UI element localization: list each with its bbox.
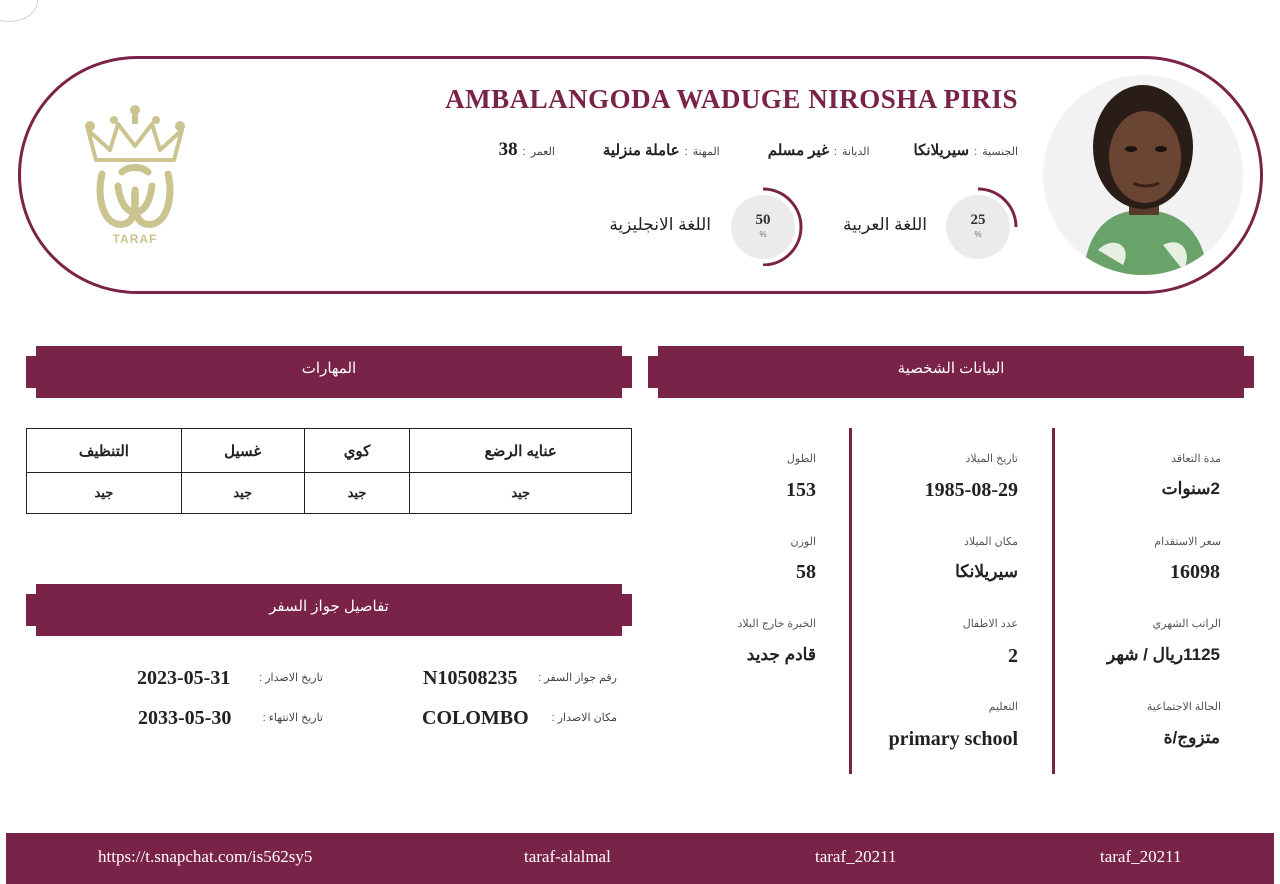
- crown-logo-icon: [82, 102, 188, 232]
- column-divider: [1052, 428, 1055, 774]
- experience-abroad-label: الخبرة خارج البلاد: [737, 618, 816, 630]
- marital-status-value: متزوج/ة: [1163, 728, 1220, 747]
- education-label: التعليم: [988, 701, 1018, 713]
- skills-table: [26, 428, 632, 514]
- passport-title: تفاصيل جواز السفر: [269, 598, 389, 615]
- skill-header: كوي: [304, 429, 410, 473]
- skill-rating: جيد: [410, 473, 632, 514]
- passport-number-label: رقم جواز السفر :: [538, 672, 617, 684]
- education-value: primary school: [888, 728, 1018, 750]
- issue-place-value: COLOMBO: [422, 707, 529, 729]
- age-field: [499, 139, 555, 161]
- separator: :: [684, 146, 688, 158]
- occupation-label: المهنة: [692, 146, 720, 158]
- english-level-gauge: [731, 186, 805, 260]
- english-level-unit: %: [759, 230, 767, 239]
- personal-data-banner: [648, 346, 1254, 398]
- column-divider: [849, 428, 852, 774]
- table-row: [27, 429, 632, 473]
- height-label: الطول: [786, 453, 816, 465]
- contract-duration-value: 2سنوات: [1161, 479, 1220, 498]
- footer-handle[interactable]: taraf-alalmal: [524, 847, 611, 866]
- occupation-field: [603, 141, 720, 159]
- separator: :: [522, 146, 526, 158]
- age-value: 38: [498, 139, 518, 160]
- worker-photo: [1043, 75, 1243, 275]
- taraf-logo: [82, 102, 188, 248]
- recruitment-price-label: سعر الاستقدام: [1154, 536, 1221, 548]
- person-photo-icon: [1043, 75, 1243, 275]
- issue-date-label: تاريخ الاصدار :: [259, 672, 323, 684]
- english-level-value: 50: [755, 212, 771, 228]
- weight-label: الوزن: [790, 536, 816, 548]
- birth-place-value: سيريلانكا: [955, 562, 1018, 581]
- arabic-level-value: 25: [970, 212, 986, 228]
- arabic-level-unit: %: [974, 230, 982, 239]
- skill-rating: جيد: [304, 473, 410, 514]
- worker-name: AMBALANGODA WADUGE NIROSHA PIRIS: [445, 84, 1018, 114]
- contract-duration-label: مدة التعاقد: [1171, 453, 1221, 465]
- birth-date-value: 1985-08-29: [924, 479, 1018, 501]
- footer-handle[interactable]: taraf_20211: [815, 847, 897, 866]
- skill-rating: جيد: [181, 473, 304, 514]
- religion-value: غير مسلم: [767, 142, 829, 159]
- recruitment-price-value: 16098: [1170, 561, 1220, 583]
- issue-date-value: 2023-05-31: [137, 667, 231, 689]
- skill-header: التنظيف: [27, 429, 182, 473]
- occupation-value: عاملة منزلية: [602, 142, 680, 159]
- issue-place-label: مكان الاصدار :: [551, 712, 617, 724]
- passport-number-value: N10508235: [423, 667, 518, 689]
- skill-header: غسيل: [181, 429, 304, 473]
- expiry-date-label: تاريخ الانتهاء :: [262, 712, 323, 724]
- english-language-label: اللغة الانجليزية: [609, 215, 711, 234]
- nationality-label: الجنسية: [982, 146, 1018, 158]
- monthly-salary-value: 1125ريال / شهر: [1107, 645, 1220, 664]
- logo-text: TARAF: [112, 232, 158, 246]
- personal-data-title: البيانات الشخصية: [897, 360, 1005, 377]
- skill-header: عنايه الرضع: [410, 429, 632, 473]
- marital-status-label: الحالة الاجتماعية: [1146, 701, 1221, 713]
- corner-decoration: [0, 0, 38, 22]
- age-label: العمر: [530, 146, 555, 158]
- basic-info-row: [499, 139, 1018, 161]
- height-value: 153: [786, 479, 816, 501]
- arabic-language-label: اللغة العربية: [842, 215, 927, 234]
- religion-label: الديانة: [841, 146, 870, 158]
- snapchat-link[interactable]: https://t.snapchat.com/is562sy5: [98, 847, 313, 866]
- nationality-value: سيريلانكا: [913, 142, 970, 159]
- expiry-date-value: 2033-05-30: [138, 707, 232, 729]
- passport-banner: [26, 584, 632, 636]
- children-value: 2: [1008, 645, 1018, 667]
- birth-date-label: تاريخ الميلاد: [965, 453, 1018, 465]
- separator: :: [974, 146, 978, 158]
- experience-abroad-value: قادم جديد: [746, 645, 816, 664]
- nationality-field: [914, 141, 1018, 159]
- monthly-salary-label: الراتب الشهري: [1152, 618, 1221, 630]
- separator: :: [833, 146, 837, 158]
- skills-title: المهارات: [301, 360, 357, 377]
- weight-value: 58: [796, 561, 816, 583]
- footer-bar: [6, 833, 1274, 884]
- footer-handle[interactable]: taraf_20211: [1100, 847, 1182, 866]
- skill-rating: جيد: [27, 473, 182, 514]
- religion-field: [768, 141, 870, 159]
- birth-place-label: مكان الميلاد: [963, 536, 1018, 548]
- table-row: [27, 473, 632, 514]
- children-label: عدد الاطفال: [962, 618, 1018, 630]
- arabic-level-gauge: [946, 186, 1020, 260]
- skills-banner: [26, 346, 632, 398]
